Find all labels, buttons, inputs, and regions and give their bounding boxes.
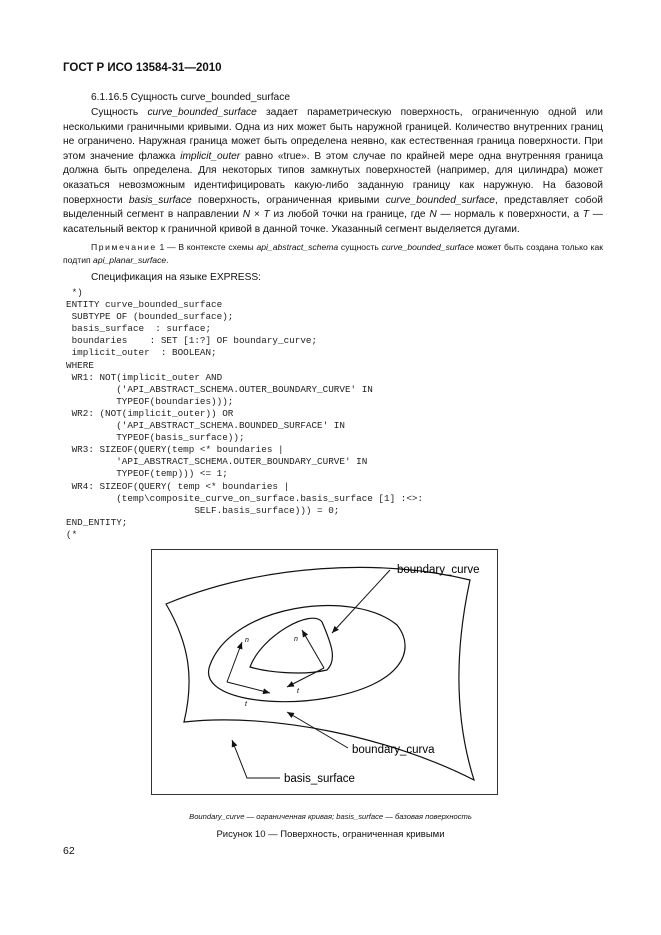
note-label: Примечание — [91, 242, 157, 252]
page-number: 62 — [63, 845, 75, 857]
term: curve_bounded_surface — [147, 107, 257, 118]
figure-legend: Boundary_curve — ограниченная кривая; basis_surface — базовая поверхность — [189, 812, 472, 821]
label-tangent-2: t — [297, 688, 299, 695]
pointer-boundary-curva — [287, 712, 348, 748]
label-boundary-curve: boundary_curve — [397, 564, 480, 576]
term: api_planar_surface — [93, 255, 167, 265]
tangent-arrow-2 — [287, 668, 324, 687]
text-run: может быть создана только как подтип — [63, 242, 603, 265]
text-run: — касательный вектор к граничной кривой в данной точке. Указанный сегмент выделяется дугами. — [63, 209, 603, 235]
term: implicit_outer — [180, 150, 241, 162]
label-boundary-curva: boundary_curva — [352, 744, 435, 756]
text-run: поверхность, ограниченная кривыми — [191, 194, 386, 206]
figure-diagram — [152, 550, 497, 794]
label-tangent-1: t — [245, 701, 247, 708]
term: curve_bounded_surface — [381, 242, 474, 252]
term: N × T — [242, 209, 270, 221]
page-header: ГОСТ Р ИСО 13584-31—2010 — [63, 62, 222, 74]
pointer-basis-surface — [232, 740, 280, 778]
body-paragraph — [63, 106, 603, 237]
text-run: . — [166, 255, 169, 265]
express-code: *) ENTITY curve_bounded_surface SUBTYPE OF (bounded_surface); basis_surface : surface; boundaries : SET [1:?] OF boundary_curve; implicit_outer : BOOLEAN; WHERE WR1: NOT(implicit_outer AND ('API_ABSTRACT_SCHEMA.OUTER_BOUNDARY_CURVE' IN TYPEOF(boundaries))); WR2: (NOT(implicit_outer)) OR ('API_ABSTRACT_SCHEMA.BOUNDED_SURFACE' IN TYPEOF(basis_surface)); WR3: SIZEOF(QUERY(temp <* boundaries | 'API_ABSTRACT_SCHEMA.OUTER_BOUNDARY_CURVE' IN TYPEOF(temp))) <= 1; WR4: SIZEOF(QUERY( temp <* boundaries | (temp\composite_curve_on_surface.basis_surface [1] :<>: SELF.basis_surface))) = 0; END_ENTITY; (* — [66, 287, 424, 540]
normal-arrow-inner — [302, 630, 324, 668]
inner-boundary-curve — [250, 618, 332, 673]
note-paragraph — [63, 241, 603, 267]
label-normal-inner: n — [294, 636, 298, 643]
term: N — [429, 209, 437, 221]
section-heading: 6.1.16.5 Сущность curve_bounded_surface — [91, 92, 290, 103]
label-basis-surface: basis_surface — [284, 773, 355, 785]
term: api_abstract_schema — [256, 242, 339, 252]
pointer-boundary-curve — [332, 570, 390, 633]
label-normal-outer: n — [245, 637, 249, 644]
text-run: 1 — В контексте схемы — [156, 242, 257, 252]
text-run: из любой точки на границе, где — [269, 209, 430, 221]
text-run: сущность — [338, 242, 382, 252]
tangent-arrow-1 — [227, 682, 270, 693]
figure-frame — [151, 549, 498, 795]
text-run: задает параметрическую поверхность, ограниченную одной или несколькими граничными кривыми. Одна из них может быть наружной границей. Количество внутренних границ не ограничено. Наружная граница может быть определена неявно, как естественная граница поверхности. При этом значение флажка — [63, 107, 604, 162]
spec-label: Спецификация на языке EXPRESS: — [91, 272, 262, 283]
text-run: Сущность — [91, 107, 148, 118]
text-run: , представляет собой выделенный сегмент в направлении — [63, 194, 603, 221]
term: curve_bounded_surface — [385, 194, 495, 206]
figure-caption: Рисунок 10 — Поверхность, ограниченная кривыми — [216, 829, 445, 840]
normal-arrow-outer — [227, 642, 242, 682]
text-run: — нормаль к поверхности, а — [436, 209, 583, 221]
term: T — [582, 209, 590, 221]
term: basis_surface — [128, 194, 192, 206]
text-run: равно «true». В этом случае по крайней мере одна внутренняя граница должна быть определена. Для некоторых типов замкнутых поверхностей (например, для цилиндра) может оказаться невозможным идентифицировать какую-либо заданную границу как наружную. На базовой поверхности — [63, 150, 603, 206]
